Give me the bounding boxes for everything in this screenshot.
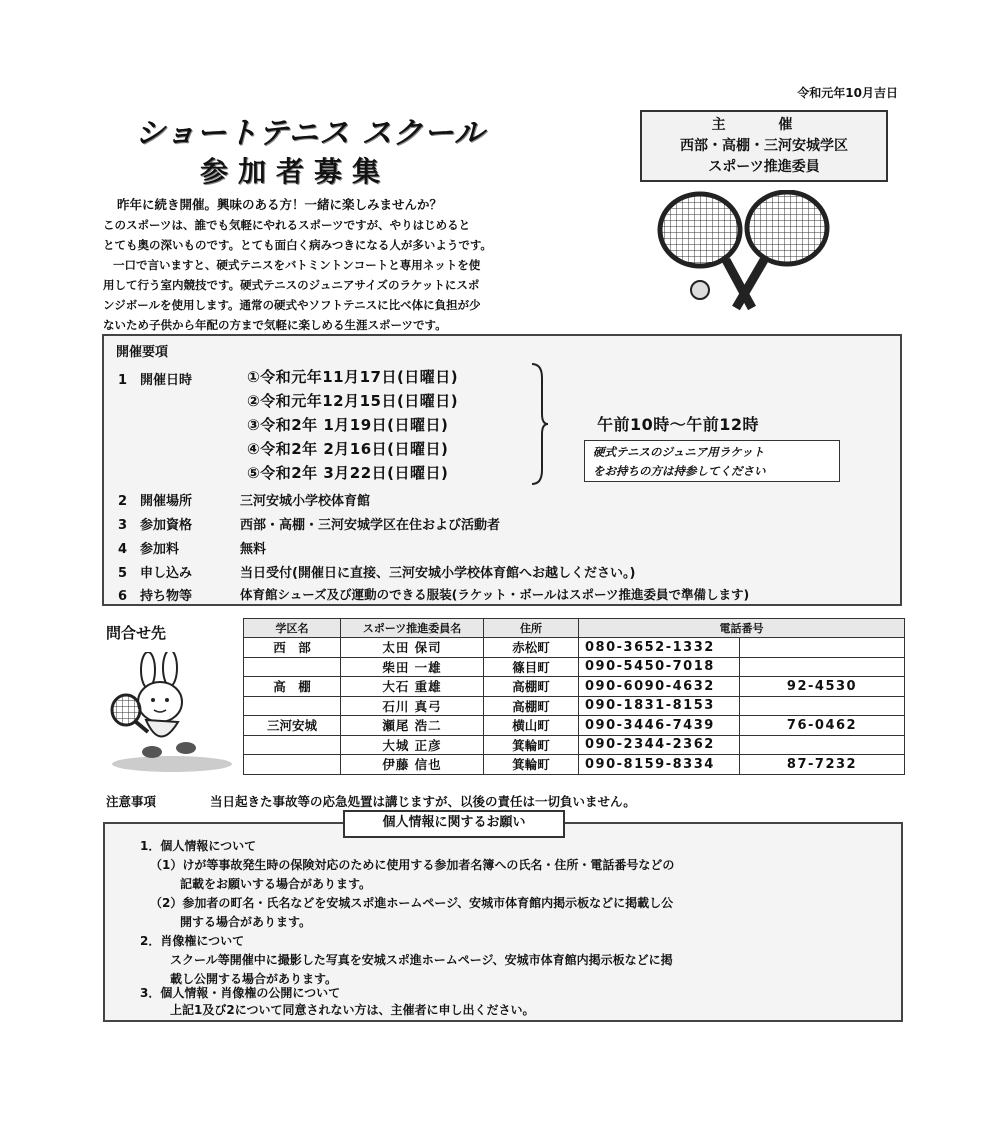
privacy-section: 1．個人情報について	[140, 839, 257, 853]
apply-value: 当日受付(開催日に直接、三河安城小学校体育館へお越しください。)	[240, 566, 636, 581]
district-cell	[244, 657, 341, 677]
privacy-text: 上記1及び2について同意されない方は、主催者に申し出ください。	[170, 1003, 535, 1017]
time-range: 午前10時～午前12時	[597, 415, 760, 434]
name-cell: 大石 重雄	[341, 677, 484, 697]
organizer-heading: 主 催	[711, 117, 817, 133]
organizer-box	[640, 110, 888, 182]
district-cell	[244, 696, 341, 716]
phone-cell	[740, 657, 905, 677]
mobile-cell: 080-3652-1332	[579, 638, 740, 658]
fee-label: 4 参加料	[118, 542, 180, 557]
privacy-text: 記載をお願いする場合があります。	[180, 877, 372, 891]
column-header: 電話番号	[579, 619, 905, 638]
district-cell: 高 棚	[244, 677, 341, 697]
venue-label: 2 開催場所	[118, 494, 193, 509]
organizer-line2: スポーツ推進委員	[708, 159, 820, 175]
address-cell: 赤松町	[484, 638, 579, 658]
racket-note-line: 硬式テニスのジュニア用ラケット	[593, 445, 765, 459]
privacy-section: 2．肖像権について	[140, 934, 245, 948]
page-title: ショートテニス スクール	[135, 116, 486, 151]
address-cell: 箕輪町	[484, 755, 579, 775]
district-cell: 西 部	[244, 638, 341, 658]
date-item: ③令和2年 1月19日(日曜日)	[247, 416, 449, 434]
caution-text: 当日起きた事故等の応急処置は講じますが、以後の責任は一切負いません。	[210, 794, 636, 809]
mobile-cell: 090-6090-4632	[579, 677, 740, 697]
privacy-text: 開する場合があります。	[180, 915, 312, 929]
contacts-table	[243, 618, 905, 775]
column-header: 住所	[484, 619, 579, 638]
mobile-cell: 090-8159-8334	[579, 755, 740, 775]
intro-line: ないため子供から年配の方まで気軽に楽しめる生涯スポーツです。	[103, 318, 447, 332]
name-cell: 石川 真弓	[341, 696, 484, 716]
issue-date: 令和元年10月吉日	[797, 86, 898, 100]
intro-line: 一口で言いますと、硬式テニスをバトミントンコートと専用ネットを使	[113, 258, 481, 272]
privacy-title: 個人情報に関するお願い	[343, 810, 565, 838]
intro-text	[103, 195, 598, 335]
table-row	[244, 638, 905, 658]
rabbit-mascot-icon	[104, 652, 240, 774]
intro-line: とても奥の深いものです。とても面白く病みつきになる人が多いようです。	[103, 238, 492, 252]
intro-line: ンジボールを使用します。通常の硬式やソフトテニスに比べ体に負担が少	[103, 298, 481, 312]
contacts-heading: 問合せ先	[106, 624, 167, 642]
address-cell: 高棚町	[484, 677, 579, 697]
privacy-section: 3．個人情報・肖像権の公開について	[140, 986, 341, 1000]
phone-cell: 76-0462	[740, 716, 905, 736]
caution-label: 注意事項	[106, 794, 157, 809]
name-cell: 柴田 一雄	[341, 657, 484, 677]
bring-value: 体育館シューズ及び運動のできる服装(ラケット・ボールはスポーツ推進委員で準備します)	[240, 587, 750, 602]
table-row	[244, 696, 905, 716]
phone-cell	[740, 735, 905, 755]
bracket-icon	[528, 362, 550, 486]
intro-line: 用して行う室内競技です。硬式テニスのジュニアサイズのラケットにスポ	[103, 278, 480, 292]
mobile-cell: 090-1831-8153	[579, 696, 740, 716]
date-item: ②令和元年12月15日(日曜日)	[247, 392, 459, 410]
column-header: 学区名	[244, 619, 341, 638]
table-row	[244, 716, 905, 736]
address-cell: 篠目町	[484, 657, 579, 677]
column-header: スポーツ推進委員名	[341, 619, 484, 638]
name-cell: 瀬尾 浩二	[341, 716, 484, 736]
apply-label: 5 申し込み	[118, 566, 193, 581]
district-cell: 三河安城	[244, 716, 341, 736]
tennis-rackets-icon	[652, 190, 837, 320]
bring-label: 6 持ち物等	[118, 589, 193, 604]
phone-cell	[740, 638, 905, 658]
date-item: ④令和2年 2月16日(日曜日)	[247, 440, 449, 458]
page-subtitle: 参加者募集	[200, 155, 391, 188]
name-cell: 大城 正彦	[341, 735, 484, 755]
mobile-cell: 090-2344-2362	[579, 735, 740, 755]
table-row	[244, 657, 905, 677]
fee-value: 無料	[240, 542, 267, 557]
table-row	[244, 677, 905, 697]
intro-lead: 昨年に続き開催。興味のある方！一緒に楽しみませんか？	[117, 197, 443, 212]
dates-label: 1 開催日時	[118, 373, 193, 388]
phone-cell	[740, 696, 905, 716]
date-item: ⑤令和2年 3月22日(日曜日)	[247, 464, 449, 482]
privacy-text: （1）けが等事故発生時の保険対応のために使用する参加者名簿への氏名・住所・電話番号などの	[150, 858, 675, 872]
district-cell	[244, 755, 341, 775]
name-cell: 太田 保司	[341, 638, 484, 658]
date-item: ①令和元年11月17日(日曜日)	[247, 368, 459, 386]
district-cell	[244, 735, 341, 755]
phone-cell: 87-7232	[740, 755, 905, 775]
eligibility-value: 西部・高棚・三河安城学区在住および活動者	[240, 518, 501, 533]
mobile-cell: 090-3446-7439	[579, 716, 740, 736]
intro-line: このスポーツは、誰でも気軽にやれるスポーツですが、やりはじめると	[103, 218, 471, 232]
eligibility-label: 3 参加資格	[118, 518, 193, 533]
organizer-line1: 西部・高棚・三河安城学区	[680, 138, 848, 154]
racket-note	[584, 440, 840, 482]
privacy-text: （2）参加者の町名・氏名などを安城スポ進ホームページ、安城市体育館内掲示板などに掲載し公	[150, 896, 674, 910]
address-cell: 横山町	[484, 716, 579, 736]
table-row	[244, 735, 905, 755]
name-cell: 伊藤 信也	[341, 755, 484, 775]
table-header-row	[244, 619, 905, 638]
table-row	[244, 755, 905, 775]
address-cell: 箕輪町	[484, 735, 579, 755]
details-heading: 開催要項	[116, 345, 169, 360]
privacy-text: スクール等開催中に撮影した写真を安城スポ進ホームページ、安城市体育館内掲示板などに掲	[170, 953, 673, 967]
mobile-cell: 090-5450-7018	[579, 657, 740, 677]
racket-note-line: をお持ちの方は持参してください	[593, 464, 766, 478]
privacy-text: 載し公開する場合があります。	[170, 972, 338, 986]
venue-value: 三河安城小学校体育館	[240, 494, 371, 509]
address-cell: 高棚町	[484, 696, 579, 716]
phone-cell: 92-4530	[740, 677, 905, 697]
